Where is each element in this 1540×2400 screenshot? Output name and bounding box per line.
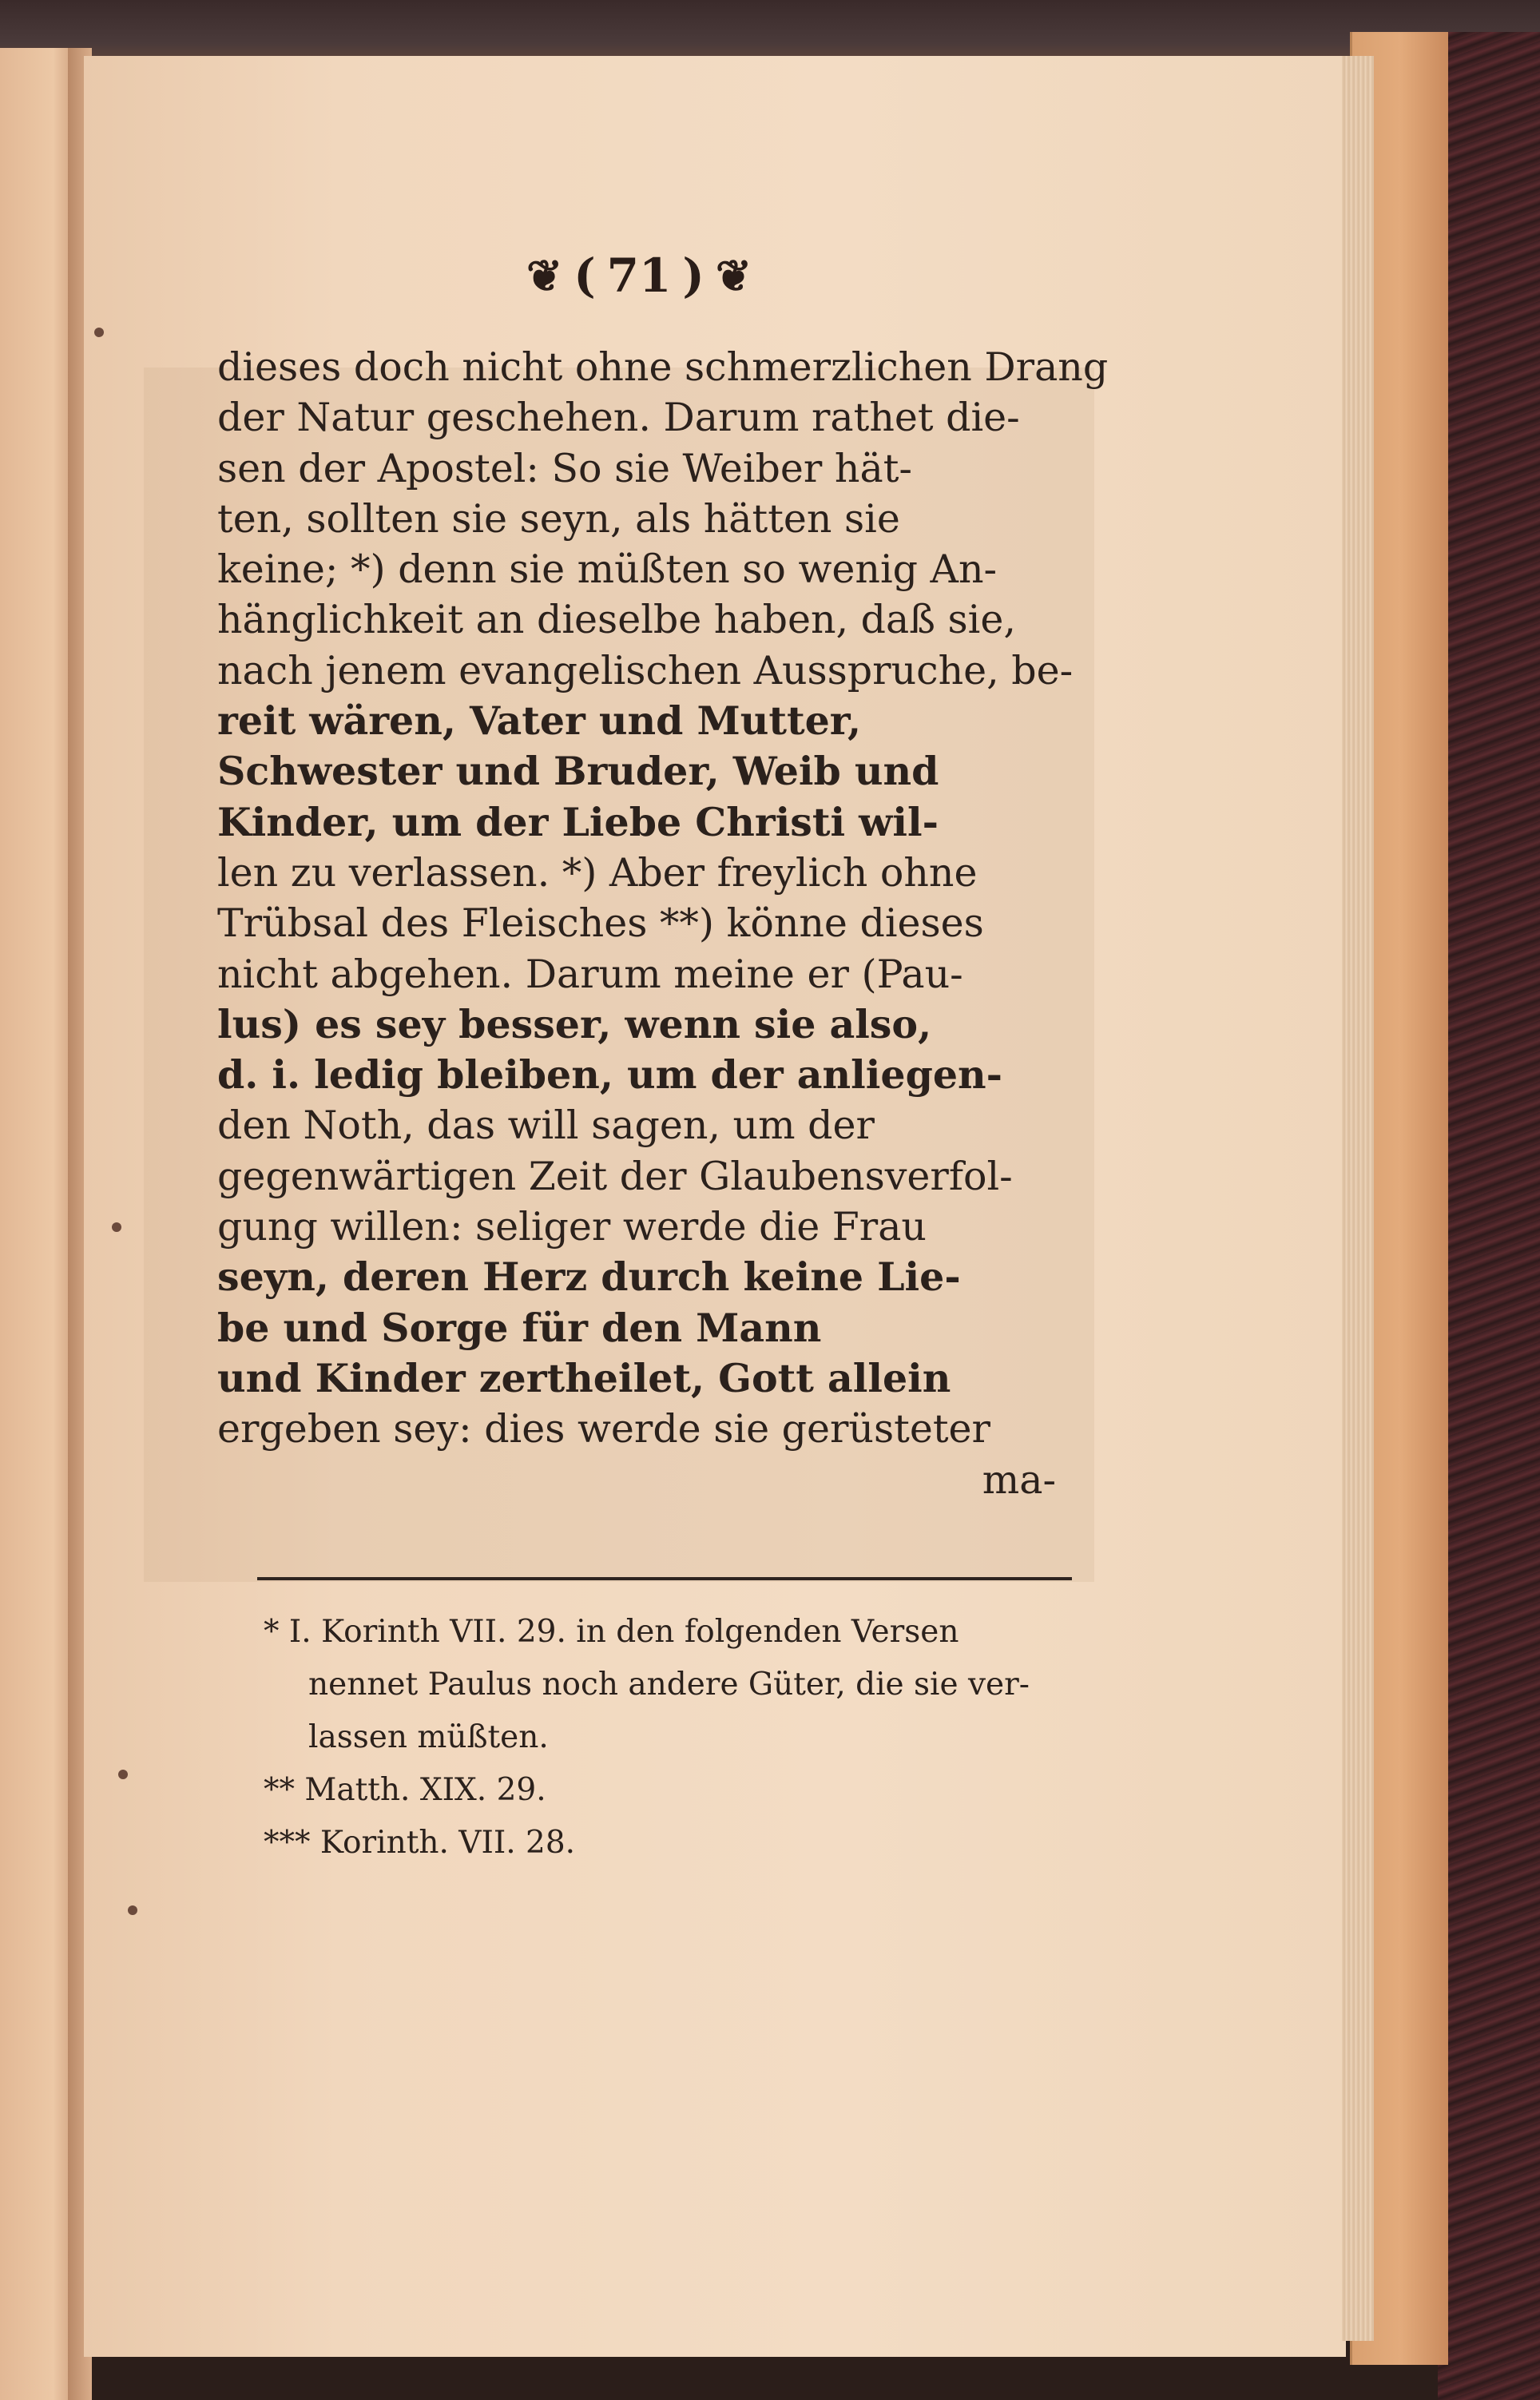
page-number-close-paren: ) (682, 248, 705, 303)
footnote-line: lassen müßten. (308, 1719, 549, 1755)
footnote-line: ** Matth. XIX. 29. (264, 1772, 546, 1808)
text-line: sen der Apostel: So sie Weiber hät- (217, 445, 912, 491)
binding-hole (118, 1770, 128, 1779)
text-line: und Kinder zertheilet, Gott allein (217, 1354, 951, 1401)
footnote-line: nennet Paulus noch andere Güter, die sie ver- (308, 1667, 1030, 1703)
text-line: ten, sollten sie seyn, als hätten sie (217, 495, 900, 542)
page-number-open-paren: ( (574, 248, 596, 303)
binding-hole (94, 328, 104, 337)
text-line: Trübsal des Fleisches **) könne dieses (217, 900, 984, 947)
text-line: dieses doch nicht ohne schmerzlichen Drang (217, 344, 1109, 390)
binding-hole (128, 1905, 137, 1915)
footnote-divider (257, 1577, 1072, 1580)
text-line: der Natur geschehen. Darum rathet die- (217, 395, 1020, 441)
text-line: ergeben sey: dies werde sie gerüsteter (217, 1406, 990, 1452)
footnote-line: *** Korinth. VII. 28. (264, 1825, 576, 1861)
catchword: ma- (982, 1456, 1056, 1503)
floral-ornament-right-icon: ❦ (715, 250, 752, 301)
text-line: Schwester und Bruder, Weib und (217, 748, 939, 795)
book-binding-spine (1438, 32, 1540, 2400)
footnote-line: * I. Korinth VII. 29. in den folgenden Versen (264, 1614, 959, 1650)
text-line: gung willen: seliger werde die Frau (217, 1204, 927, 1250)
page-number: 71 (606, 248, 672, 303)
text-line: nach jenem evangelischen Ausspruche, be- (217, 647, 1074, 693)
text-line: len zu verlassen. *) Aber freylich ohne (217, 849, 978, 896)
text-line: keine; *) denn sie müßten so wenig An- (217, 546, 998, 593)
text-line: lus) es sey besser, wenn sie also, (217, 1000, 932, 1047)
footnotes (264, 1606, 1078, 1870)
text-line: d. i. ledig bleiben, um der anliegen- (217, 1051, 1002, 1099)
body-text (217, 342, 1109, 1505)
page-block-edges (1342, 56, 1374, 2341)
text-line: gegenwärtigen Zeit der Glaubensverfol- (217, 1153, 1013, 1199)
text-line: be und Sorge für den Mann (217, 1304, 822, 1351)
facing-page-edge (0, 48, 76, 2400)
text-line: nicht abgehen. Darum meine er (Pau- (217, 951, 963, 997)
text-line: den Noth, das will sagen, um der (217, 1103, 875, 1149)
floral-ornament-left-icon: ❦ (526, 250, 563, 301)
text-line: Kinder, um der Liebe Christi wil- (217, 798, 939, 845)
text-line: seyn, deren Herz durch keine Lie- (217, 1254, 961, 1301)
text-line: reit wären, Vater und Mutter, (217, 697, 862, 745)
page-header (471, 248, 807, 304)
binding-hole (112, 1222, 121, 1232)
text-line: hänglichkeit an dieselbe haben, daß sie, (217, 597, 1016, 643)
